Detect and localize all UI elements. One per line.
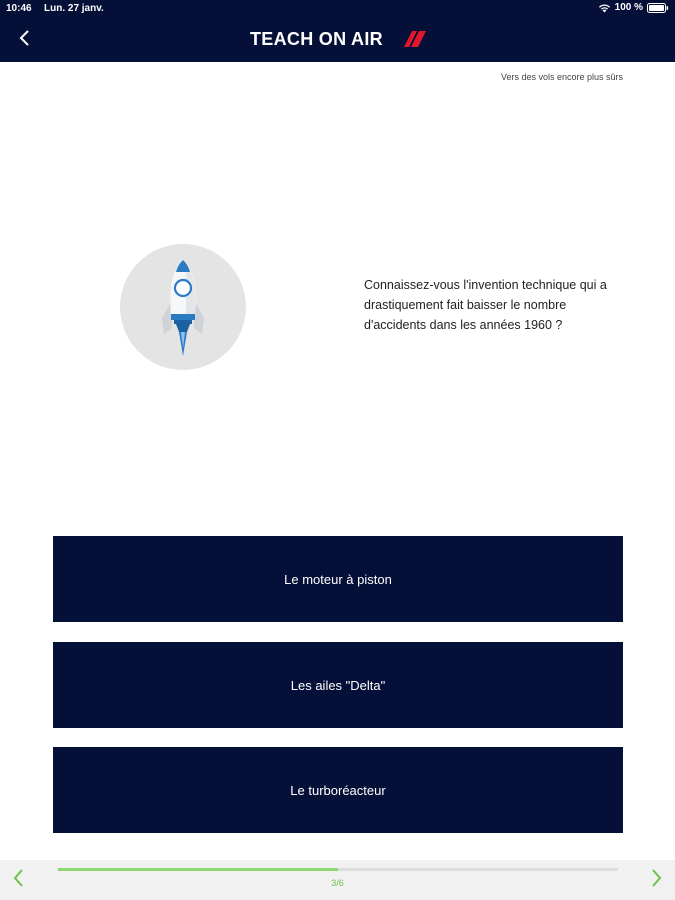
air-france-stripe-icon — [404, 31, 426, 52]
question-text: Connaissez-vous l'invention technique qui a drastiquement fait baisser le nombre d'accidents dans les années 1960 ? — [364, 277, 607, 332]
answer-label: Le turboréacteur — [290, 782, 386, 798]
rocket-illustration — [120, 244, 246, 370]
next-button[interactable] — [645, 868, 669, 892]
chevron-left-icon — [18, 29, 30, 52]
chevron-right-icon — [651, 868, 663, 893]
wifi-icon — [598, 3, 611, 13]
progress-fill — [58, 868, 338, 871]
battery-icon — [647, 3, 669, 13]
back-button[interactable] — [10, 26, 38, 54]
progress-label: 3/6 — [331, 878, 344, 888]
status-time: 10:46 — [6, 3, 32, 14]
rocket-icon — [120, 244, 246, 370]
status-right — [598, 2, 669, 13]
app-title: TEACH ON AIR — [250, 29, 383, 49]
answer-button-1[interactable] — [53, 536, 623, 622]
answer-label: Le moteur à piston — [284, 571, 392, 587]
progress-bar — [58, 868, 618, 871]
bottom-navigation — [0, 860, 675, 900]
battery-percent: 100 % — [614, 2, 643, 13]
answer-label: Les ailes "Delta" — [290, 677, 386, 693]
answer-button-2[interactable] — [53, 642, 623, 728]
answer-button-3[interactable] — [53, 747, 623, 833]
status-date: Lun. 27 janv. — [44, 3, 104, 14]
top-bar — [0, 0, 675, 62]
module-subtitle: Vers des vols encore plus sûrs — [500, 72, 623, 82]
